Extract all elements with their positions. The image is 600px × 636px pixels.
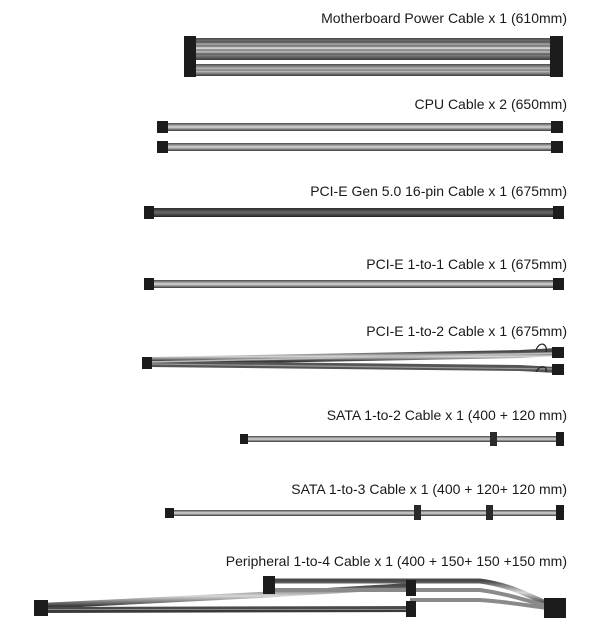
connector bbox=[142, 357, 152, 369]
connector bbox=[184, 62, 196, 77]
connector bbox=[556, 432, 564, 446]
cable-motherboard-power bbox=[184, 36, 563, 77]
cable-label-pcie-1to1: PCI-E 1-to-1 Cable x 1 (675mm) bbox=[366, 256, 567, 272]
cable-cpu bbox=[157, 121, 563, 153]
cable-bundle bbox=[186, 38, 556, 60]
connector bbox=[406, 580, 416, 596]
connector bbox=[552, 364, 564, 375]
cable-sata-1to3 bbox=[165, 505, 564, 520]
connector bbox=[552, 347, 564, 358]
connector bbox=[551, 121, 563, 133]
connector bbox=[550, 36, 563, 62]
connector bbox=[184, 36, 196, 62]
connector bbox=[556, 505, 564, 520]
cable-label-cpu: CPU Cable x 2 (650mm) bbox=[414, 96, 567, 112]
connector bbox=[486, 505, 493, 520]
connector bbox=[553, 206, 564, 219]
connector bbox=[240, 434, 248, 444]
connector bbox=[550, 62, 563, 77]
connector bbox=[165, 508, 174, 518]
cable-label-peripheral-1to4: Peripheral 1-to-4 Cable x 1 (400 + 150+ 150 +150 mm) bbox=[225, 553, 567, 569]
cable-label-pcie-gen5: PCI-E Gen 5.0 16-pin Cable x 1 (675mm) bbox=[310, 183, 567, 199]
connector bbox=[414, 505, 421, 520]
cable-label-motherboard: Motherboard Power Cable x 1 (610mm) bbox=[321, 10, 567, 26]
cable-pcie-gen5 bbox=[144, 206, 564, 219]
cable-sata-1to2 bbox=[240, 432, 564, 446]
connector bbox=[553, 278, 564, 290]
connector bbox=[157, 141, 168, 153]
connector bbox=[551, 141, 563, 153]
connector bbox=[144, 206, 154, 219]
cable-pcie-1to2 bbox=[142, 344, 564, 375]
cable-pcie-1to1 bbox=[144, 278, 564, 290]
cable-peripheral-1to4 bbox=[34, 576, 566, 618]
cable-label-sata-1to2: SATA 1-to-2 Cable x 1 (400 + 120 mm) bbox=[326, 407, 567, 423]
connector bbox=[544, 598, 566, 618]
connector bbox=[406, 601, 416, 617]
connector bbox=[490, 432, 497, 446]
connector bbox=[263, 576, 275, 594]
cable-label-pcie-1to2: PCI-E 1-to-2 Cable x 1 (675mm) bbox=[366, 323, 567, 339]
connector bbox=[34, 600, 48, 616]
connector bbox=[144, 278, 154, 290]
connector bbox=[157, 121, 168, 133]
cable-label-sata-1to3: SATA 1-to-3 Cable x 1 (400 + 120+ 120 mm) bbox=[291, 481, 567, 497]
